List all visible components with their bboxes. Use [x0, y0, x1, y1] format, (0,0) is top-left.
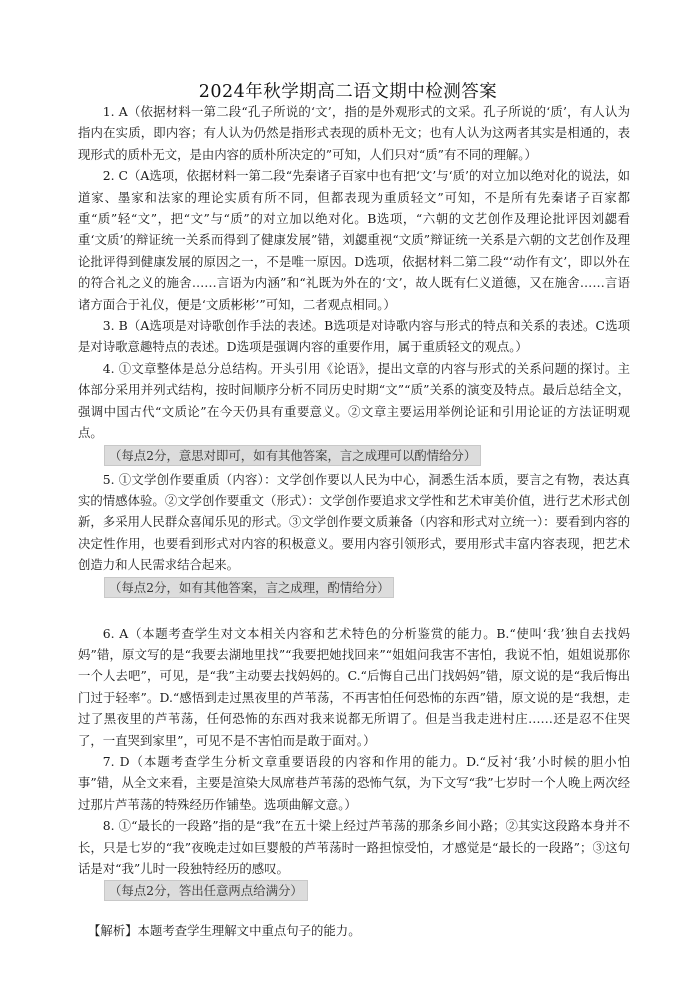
answer-4: 4. ①文章整体是总分总结构。开头引用《论语》，提出文章的内容与形式的关系问题的探讨。主体部分采用并列式结构，按时间顺序分析不同历史时期“文”“质”关系的演变及特点。最后总结全文，强调中国古代“文质论”在今天仍具有重要意义。②文章主要运用举例论证和引用论证的方法证明观点。	[78, 360, 630, 441]
scoring-note-5: （每点2分，如有其他答案，言之成理，酌情给分）	[104, 577, 394, 598]
spacer	[78, 601, 630, 623]
analysis-note: 【解析】本题考查学生理解文中重点句子的能力。	[88, 923, 361, 939]
answer-8: 8. ①“最长的一段路”指的是“我”在五十梁上经过芦苇荡的那条乡间小路；②其实这段路本身并不长，只是七岁的“我”夜晚走过如巨婴般的芦苇荡时一路担惊受怕，才感觉是“最长的一段路”；③这句话是对“我”儿时一段独特经历的感叹。	[78, 818, 630, 876]
answer-6: 6. A（本题考查学生对文本相关内容和艺术特色的分析鉴赏的能力。B.“使叫‘我’独自去找妈妈”错，原文写的是“我要去湖地里找”“我要把她找回来”“姐姐问我害不害怕，我说不怕，姐姐说那你一个人去吧”，可见，是“我”主动要去找妈妈的。C.“后悔自己出门找妈妈”错，原文说的是“我后悔出门过于轻率”。D.“感悟到走过黑夜里的芦苇荡，不再害怕任何恐怖的东西”错，原文说的是“我想，走过了黑夜里的芦苇荡，任何恐怖的东西对我来说都无所谓了。但是当我走进村庄……还是忍不住哭了，一直哭到家里”，可见不是不害怕而是敢于面对。）	[78, 625, 630, 748]
answer-3: 3. B（A选项是对诗歌创作手法的表述。B选项是对诗歌内容与形式的特点和关系的表述。C选项是对诗歌意趣特点的表述。D选项是强调内容的重要作用，属于重质轻文的观点。）	[78, 318, 630, 355]
answer-5: 5. ①文学创作要重质（内容）：文学创作要以人民为中心，洞悉生活本质，要言之有物，表达真实的情感体验。②文学创作要重文（形式）：文学创作要追求文学性和艺术审美价值，进行艺术形式创新，多采用人民群众喜闻乐见的形式。③文学创作要文质兼备（内容和形式对立统一）：要看到内容的决定性作用，也要看到形式对内容的积极意义。要用内容引领形式，要用形式丰富内容表现，把艺术创造力和人民需求结合起来。	[78, 471, 630, 573]
answer-1: 1. A（依据材料一第二段“孔子所说的‘文’，指的是外观形式的文采。孔子所说的‘质’，有人认为指内在实质，即内容；有人认为仍然是指形式表现的质朴无文；也有人认为这两者其实是相通的，表现形式的质朴无文，是由内容的质朴所决定的”可知，人们只对“质”有不同的理解。）	[78, 104, 630, 162]
answer-content	[78, 101, 630, 941]
scoring-note-8: （每点2分，答出任意两点给满分）	[104, 880, 308, 901]
scoring-note-4: （每点2分，意思对即可，如有其他答案，言之成理可以酌情给分）	[104, 445, 481, 466]
spacer	[78, 904, 630, 920]
answer-2: 2. C（A选项，依据材料一第二段“先秦诸子百家中也有把‘文’与‘质’的对立加以绝对化的说法，如道家、墨家和法家的理论实质有所不同，但都表现为重质轻文”可知，不是所有先秦诸子百家都重“质”轻“文”，把“文”与“质”的对立加以绝对化。B选项，“六朝的文艺创作及理论批评因刘勰看重‘文质’的辩证统一关系而得到了健康发展”错，刘勰重视“文质”辩证统一关系是六朝的文艺创作及理论批评得到健康发展的原因之一，不是唯一原因。D选项，依据材料二第二段“‘动作有文’，即以外在的符合礼之义的施舍……言语为内涵”和“礼既为外在的‘文’，故人既有仁义道德，又在施舍……言语诸方面合于礼仪，便是‘文质彬彬’”可知，二者观点相同。）	[78, 168, 630, 312]
answer-7: 7. D（本题考查学生分析文章重要语段的内容和作用的能力。D.“反衬‘我’小时候的胆小怕事”错，从全文来看，主要是渲染大凤席巷芦苇荡的恐怖气氛，为下文写“我”七岁时一个人晚上两次经过那片芦苇荡的特殊经历作铺垫。选项曲解文意。）	[78, 753, 630, 812]
document-title: 2024年秋学期高二语文期中检测答案	[198, 82, 498, 102]
